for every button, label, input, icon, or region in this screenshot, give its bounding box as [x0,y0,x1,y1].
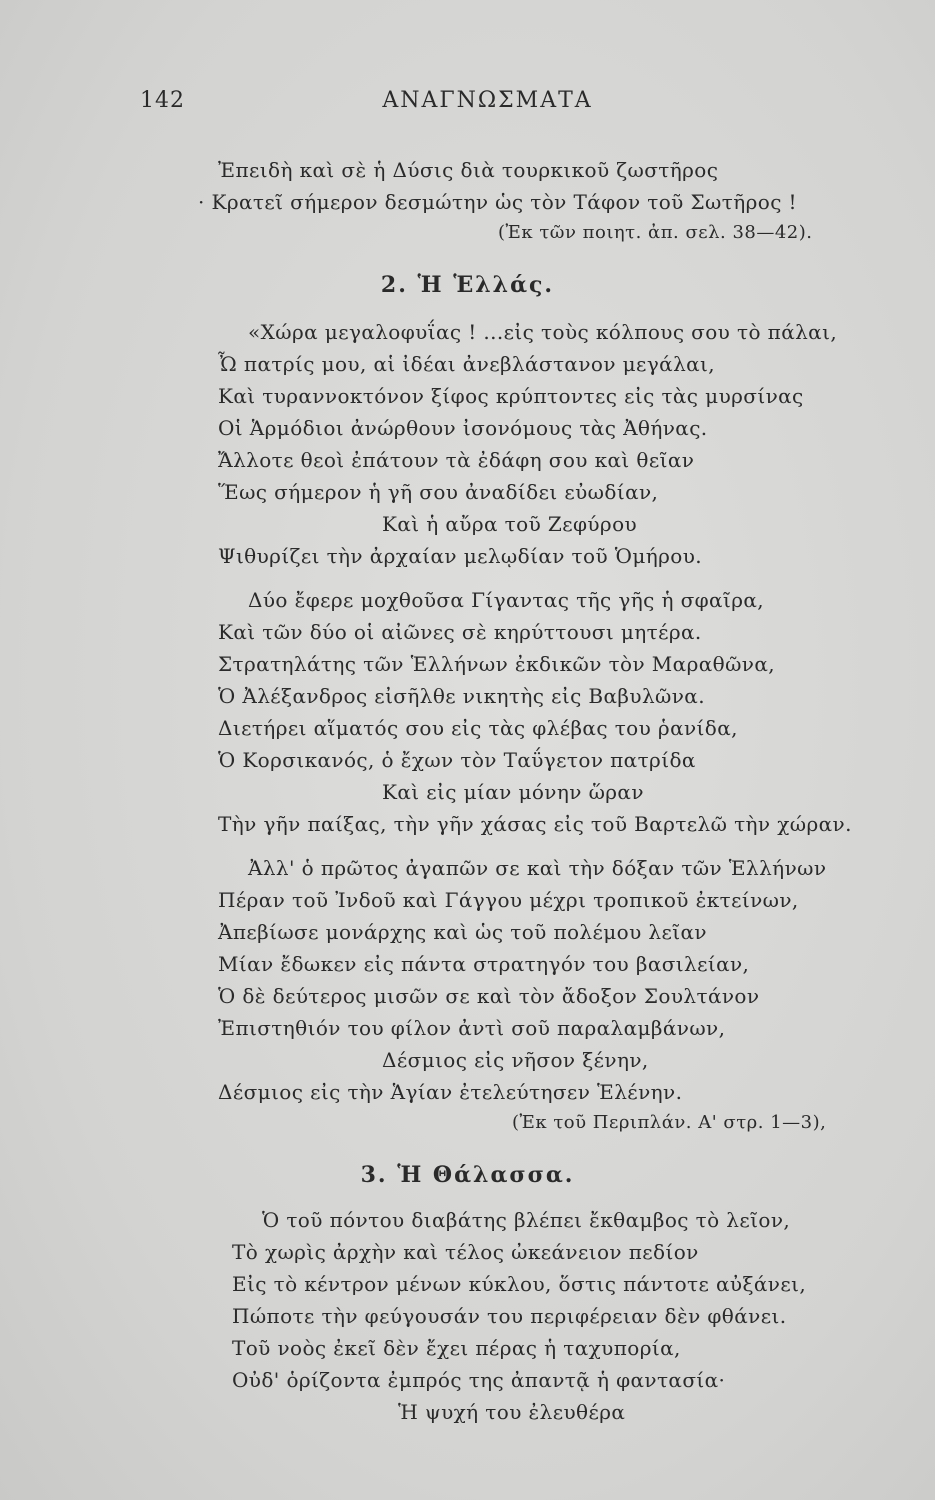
verse-line: Ὁ δὲ δεύτερος μισῶν σε καὶ τὸν ἄδοξον Σουλτάνον [218,984,760,1008]
verse-line: Πέραν τοῦ Ἰνδοῦ καὶ Γάγγου μέχρι τροπικοῦ ἐκτείνων, [218,888,799,912]
section-title: 3. Ἡ Θάλασσα. [360,1162,575,1188]
verse-line: Καὶ τυραννοκτόνον ξίφος κρύπτοντες εἰς τὰς μυρσίνας [218,384,804,408]
verse-line: · Κρατεῖ σήμερον δεσμώτην ὡς τὸν Τάφον τοῦ Σωτῆρος ! [198,190,797,214]
verse-line: Ἕως σήμερον ἡ γῆ σου ἀναδίδει εὐωδίαν, [218,480,659,504]
verse-line: Ἄλλοτε θεοὶ ἐπάτουν τὰ ἐδάφη σου καὶ θεῖαν [218,448,695,472]
verse-line: Ἀπεβίωσε μονάρχης καὶ ὡς τοῦ πολέμου λεῖαν [218,920,707,944]
verse-line: Ὁ τοῦ πόντου διαβάτης βλέπει ἔκθαμβος τὸ λεῖον, [262,1208,791,1232]
section-title: 2. Ἡ Ἑλλάς. [380,272,555,298]
verse-line: Δύο ἔφερε μοχθοῦσα Γίγαντας τῆς γῆς ἡ σφαῖρα, [248,588,765,612]
verse-line: Οἱ Ἁρμόδιοι ἀνώρθουν ἰσονόμους τὰς Ἀθήνας. [218,416,708,440]
verse-line: Ἐπειδὴ καὶ σὲ ἡ Δύσις διὰ τουρκικοῦ ζωστῆρος [218,158,719,182]
verse-line: Δέσμιος εἰς νῆσον ξένην, [382,1048,649,1072]
citation: (Ἐκ τῶν ποιητ. ἀπ. σελ. 38—42). [498,222,813,243]
page-header [0,88,935,122]
verse-line: Ἀλλ' ὁ πρῶτος ἀγαπῶν σε καὶ τὴν δόξαν τῶν Ἑλλήνων [248,856,827,880]
verse-line: Ἡ ψυχή του ἐλευθέρα [398,1400,626,1424]
verse-line: Καὶ τῶν δύο οἱ αἰῶνες σὲ κηρύττουσι μητέρα. [218,620,702,644]
verse-line: «Χώρα μεγαλοφυΐας ! ...εἰς τοὺς κόλπους σου τὸ πάλαι, [248,320,838,344]
verse-line: Καὶ ἡ αὔρα τοῦ Ζεφύρου [382,512,638,536]
verse-line: Μίαν ἔδωκεν εἰς πάντα στρατηγόν του βασιλείαν, [218,952,750,976]
verse-line: Τοῦ νοὸς ἐκεῖ δὲν ἔχει πέρας ἡ ταχυπορία, [232,1336,681,1360]
verse-line: Πώποτε τὴν φεύγουσάν του περιφέρειαν δὲν φθάνει. [232,1304,787,1328]
verse-line: Τὸ χωρὶς ἀρχὴν καὶ τέλος ὠκεάνειον πεδίον [232,1240,699,1264]
verse-line: Στρατηλάτης τῶν Ἑλλήνων ἐκδικῶν τὸν Μαραθῶνα, [218,652,776,676]
verse-line: Ὦ πατρίς μου, αἱ ἰδέαι ἀνεβλάστανον μεγάλαι, [218,352,716,376]
verse-line: Καὶ εἰς μίαν μόνην ὥραν [382,780,644,804]
verse-line: Εἰς τὸ κέντρον μένων κύκλου, ὅστις πάντοτε αὐξάνει, [232,1272,807,1296]
verse-line: Ὁ Ἀλέξανδρος εἰσῆλθε νικητὴς εἰς Βαβυλῶνα. [218,684,705,708]
verse-line: Ὁ Κορσικανός, ὁ ἔχων τὸν Ταΰγετον πατρίδα [218,748,696,772]
running-title: ΑΝΑΓΝΩΣΜΑΤΑ [382,88,593,113]
verse-line: Διετήρει αἵματός σου εἰς τὰς φλέβας του ῥανίδα, [218,716,738,740]
page-number: 142 [140,88,185,113]
verse-line: Δέσμιος εἰς τὴν Ἁγίαν ἐτελεύτησεν Ἑλένην. [218,1080,683,1104]
verse-line: Οὐδ' ὁρίζοντα ἐμπρός της ἀπαντᾷ ἡ φαντασία· [232,1368,726,1392]
verse-line: Τὴν γῆν παίξας, τὴν γῆν χάσας εἰς τοῦ Βαρτελῶ τὴν χώραν. [218,812,852,836]
verse-line: Ψιθυρίζει τὴν ἀρχαίαν μελῳδίαν τοῦ Ὁμήρου. [218,544,703,568]
citation: (Ἐκ τοῦ Περιπλάν. Α' στρ. 1—3), [512,1112,827,1133]
verse-line: Ἐπιστηθιόν του φίλον ἀντὶ σοῦ παραλαμβάνων, [218,1016,726,1040]
